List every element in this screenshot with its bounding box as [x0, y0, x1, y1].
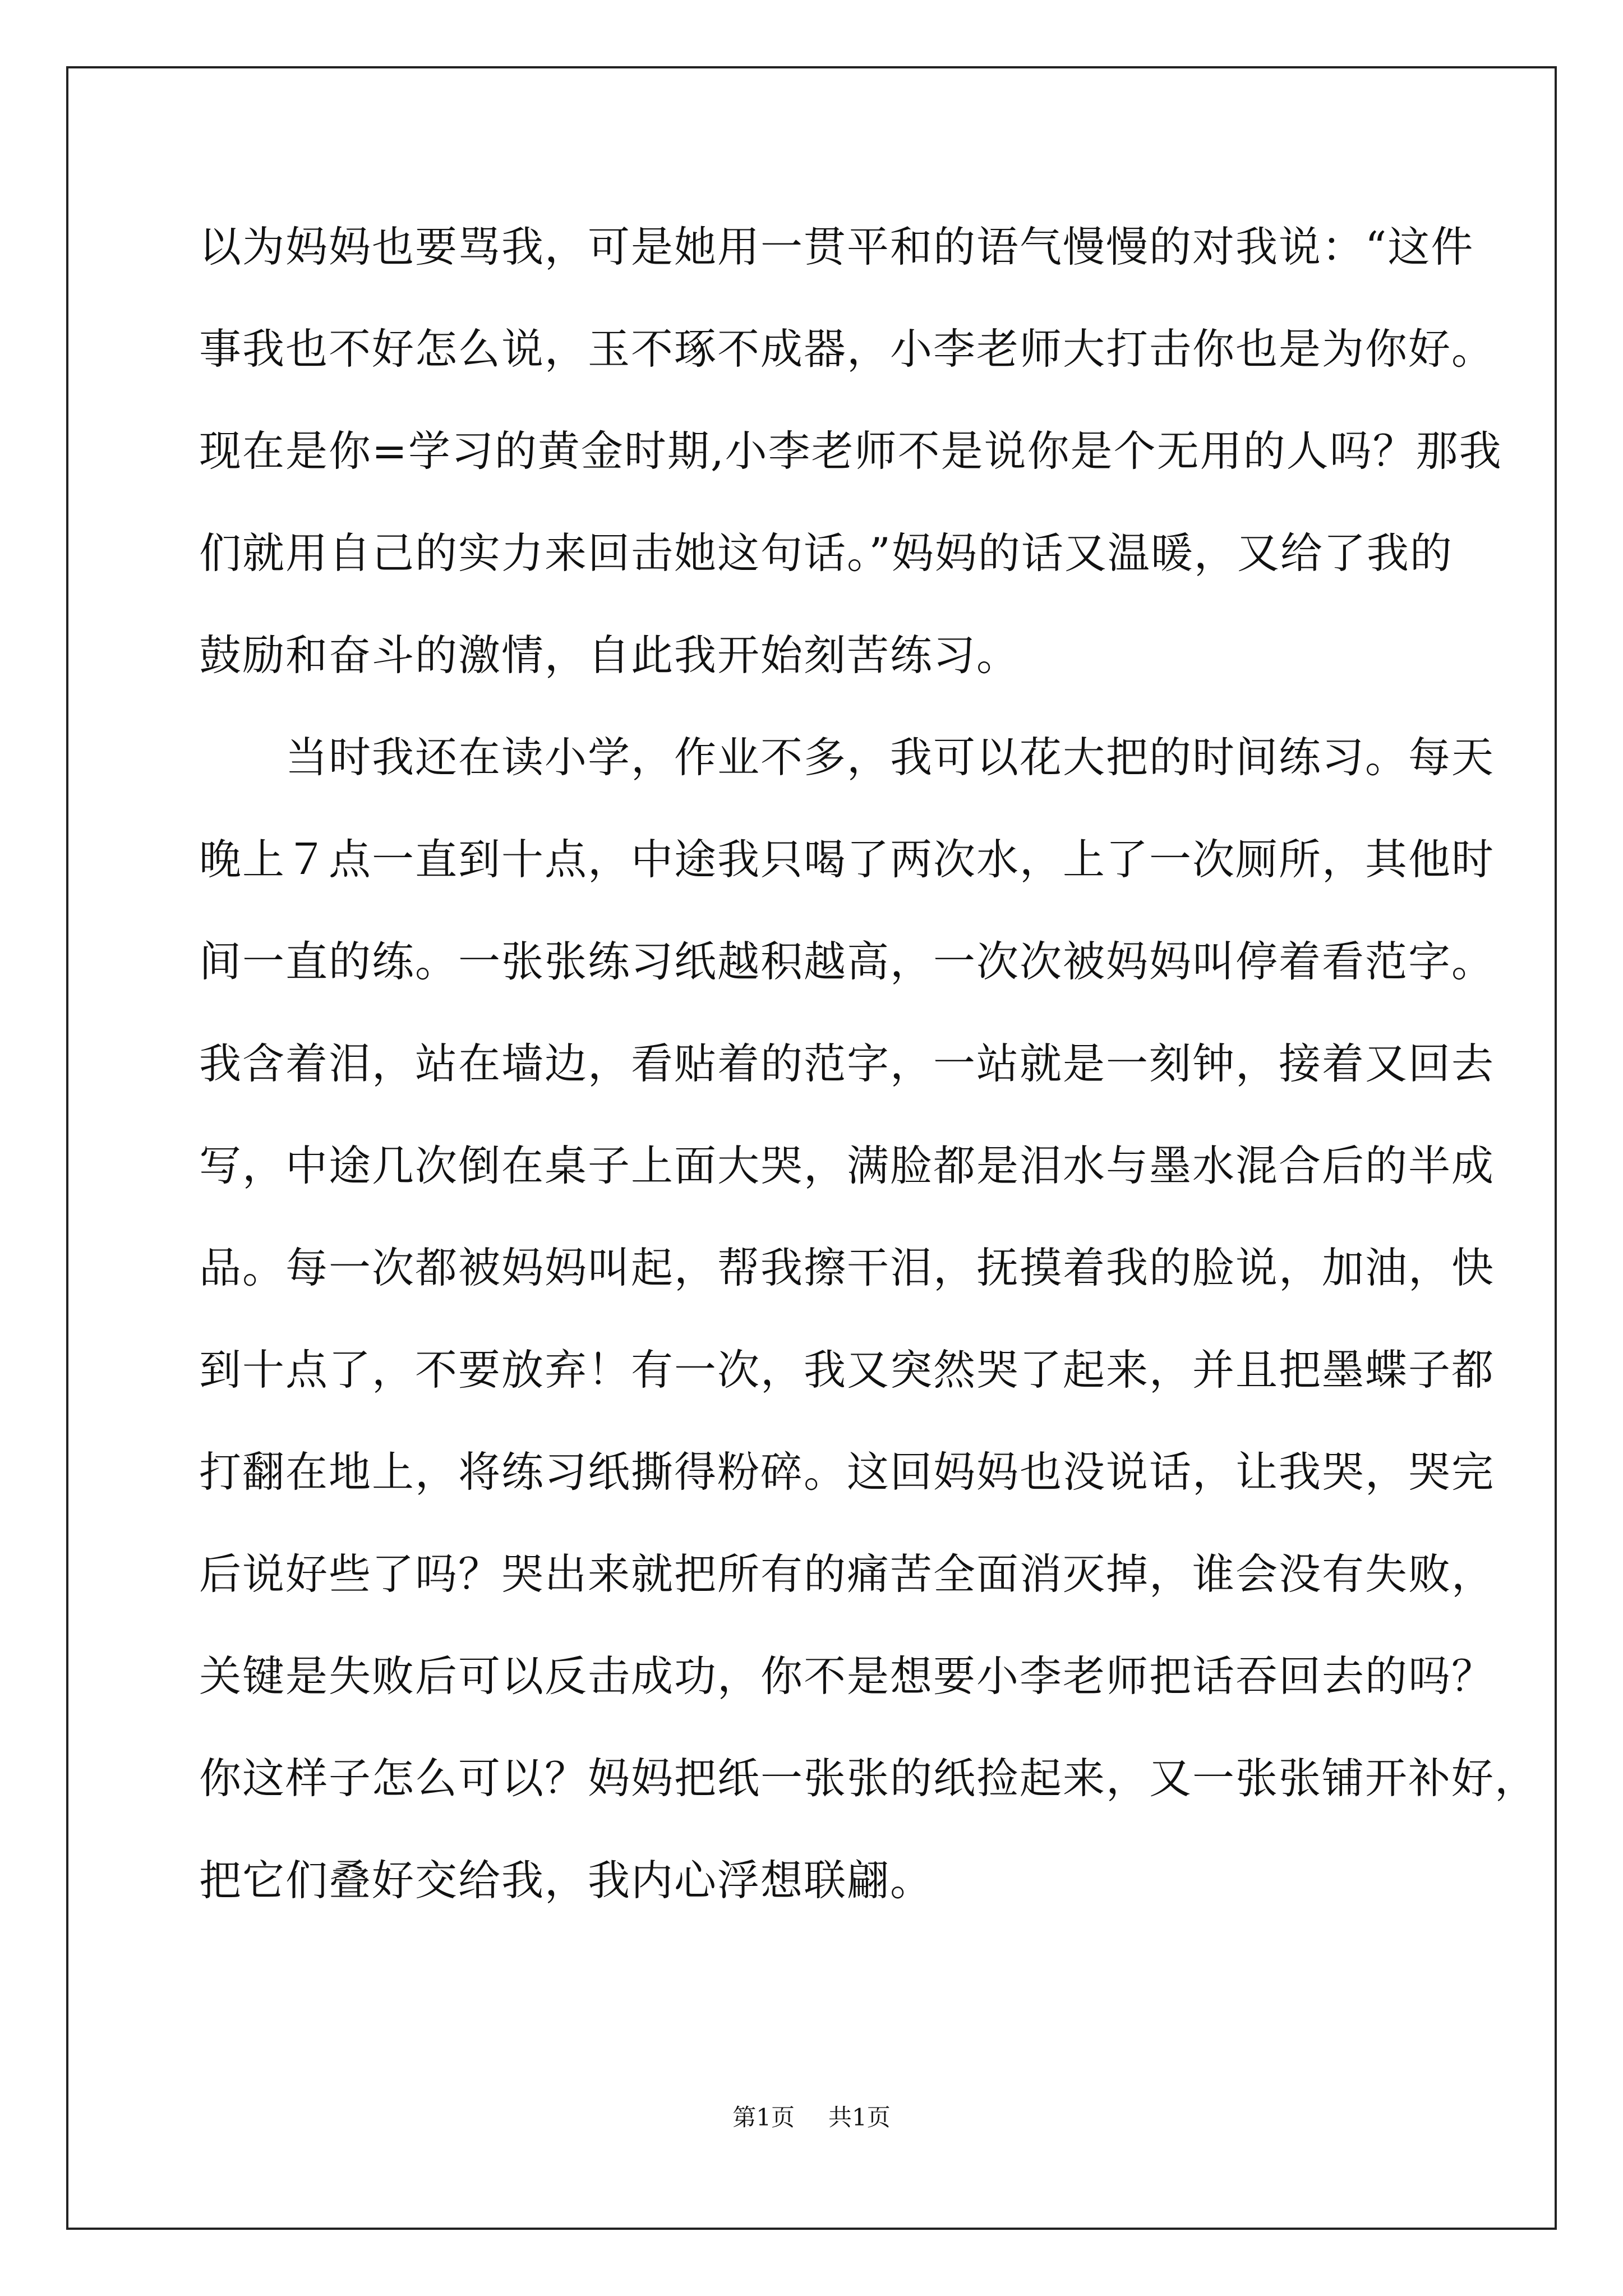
- text-line: 现在是你=学习的黄金时期,小李老师不是说你是个无用的人吗？那我: [199, 426, 1502, 476]
- text-line: 鼓励和奋斗的激情，自此我开始刻苦练习。: [199, 631, 1020, 680]
- text-line: 品。每一次都被妈妈叫起，帮我擦干泪，抚摸着我的脸说，加油，快: [199, 1243, 1495, 1292]
- text-line: 关键是失败后可以反击成功，你不是想要小李老师把话吞回去的吗？: [199, 1651, 1495, 1701]
- text-line: 打翻在地上，将练习纸撕得粉碎。这回妈妈也没说话，让我哭，哭完: [199, 1447, 1495, 1497]
- page-total: 共1页: [828, 2104, 891, 2131]
- text-line: 后说好些了吗？哭出来就把所有的痛苦全面消灭掉，谁会没有失败，: [199, 1549, 1495, 1599]
- text-line: 们就用自己的实力来回击她这句话。”妈妈的话又温暖，又给了我的: [199, 528, 1453, 578]
- document-body: [199, 213, 1538, 1949]
- text-line: 当时我还在读小学，作业不多，我可以花大把的时间练习。每天: [199, 733, 1495, 782]
- text-line: 间一直的练。一张张练习纸越积越高，一次次被妈妈叫停着看范字。: [199, 937, 1495, 986]
- text-line: 事我也不好怎么说，玉不琢不成器，小李老师大打击你也是为你好。: [199, 324, 1495, 374]
- text-line: 把它们叠好交给我，我内心浮想联翩。: [199, 1856, 934, 1905]
- page-number: 第1页: [732, 2104, 795, 2131]
- text-line: 晚上７点一直到十点，中途我只喝了两次水，上了一次厕所，其他时: [199, 835, 1495, 884]
- text-line: 以为妈妈也要骂我，可是她用一贯平和的语气慢慢的对我说：“这件: [199, 222, 1474, 272]
- text-line: 你这样子怎么可以？妈妈把纸一张张的纸捡起来，又一张张铺开补好，: [199, 1754, 1538, 1803]
- text-line: 到十点了，不要放弃！有一次，我又突然哭了起来，并且把墨蝶子都: [199, 1345, 1495, 1395]
- page-footer: [0, 2101, 1623, 2134]
- text-line: 写，中途几次倒在桌子上面大哭，满脸都是泪水与墨水混合后的半成: [199, 1141, 1495, 1190]
- text-line: 我含着泪，站在墙边，看贴着的范字，一站就是一刻钟，接着又回去: [199, 1039, 1495, 1088]
